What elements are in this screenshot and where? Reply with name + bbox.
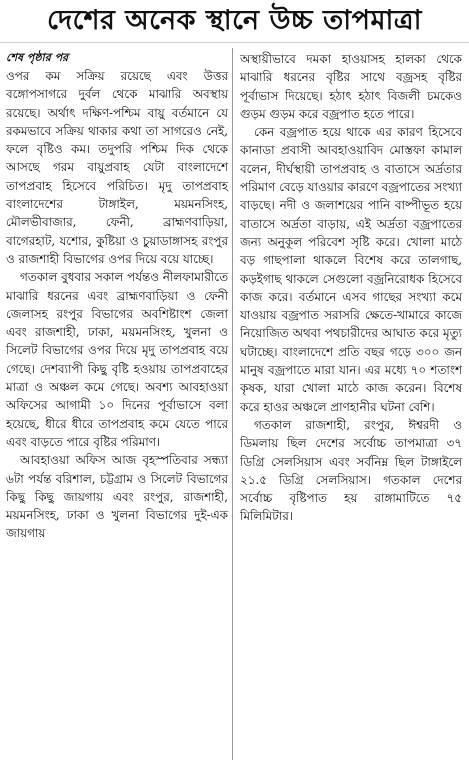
article-column-left [6, 50, 228, 543]
paragraph: অস্থায়ীভাবে দমকা হাওয়াসহ হালকা থেকে মাঝারি ধরনের বৃষ্টির সাথে বজ্রসহ বৃষ্টির পূর্বাভাস দিয়েছে। হঠাৎ হঠাৎ বিজলী চমকেও গুড়ম গুড়ম করে বজ্রপাত হতে পারে। [240, 52, 462, 121]
headline: দেশের অনেক স্থানে উচ্চ তাপমাত্রা [0, 0, 469, 43]
paragraph: আবহাওয়া অফিস আজ বৃহস্পতিবার সন্ধ্যা ৬টা পর্যন্ত বরিশাল, চট্টগ্রাম ও সিলেট বিভাগের কিছু কিছু জায়গায় এবং রংপুর, রাজশাহী, ময়মনসিংহ, ঢাকা ও খুলনা বিভাগের দুই-এক জায়গায় [6, 453, 228, 541]
continued-label: শেষ পৃষ্ঠার পর [6, 51, 69, 64]
article-column-right [240, 50, 462, 526]
column-divider [232, 48, 233, 760]
paragraph: ওপর কম সক্রিয় রয়েছে এবং উত্তর বঙ্গোপসাগরে দুর্বল থেকে মাঝারি অবস্থায় রয়েছে। অর্থাৎ দক্ষিণ-পশ্চিম বায়ু বর্তমানে যে রকমভাবে সক্রিয় থাকার কথা তা সাগরেও নেই, ফলে বৃষ্টিও কম। তদুপরি পশ্চিম দিক থেকে আসছে গরম বায়ুপ্রবাহ যেটা বাংলাদেশে তাপপ্রবাহ হিসেবে পরিচিত। মৃদু তাপপ্রবাহ বাংলাদেশের টাঙ্গাইল, ময়মনসিংহ, মৌলভীবাজার, ফেনী, ব্রাহ্মণবাড়িয়া, বাগেরহাট, যশোর, কুষ্টিয়া ও চুয়াডাঙ্গাসহ রংপুর ও রাজশাহী বিভাগের ওপর দিয়ে বয়ে যাচ্ছে। [6, 69, 228, 266]
paragraph: গতকাল বুধবার সকাল পর্যন্তও নীলফামারীতে মাঝারি ধরনের এবং ব্রাহ্মণবাড়িয়া ও ফেনী জেলাসহ রংপুর বিভাগের অবশিষ্টাংশ জেলা এবং রাজশাহী, ঢাকা, ময়মনসিংহ, খুলনা ও সিলেট বিভাগের ওপর দিয়ে মৃদু তাপপ্রবাহ বয়ে গেছে। দেশব্যাপী কিছু বৃষ্টি হওয়ায় তাপপ্রবাহের মাত্রা ও অঞ্চল কমে গেছে। অবশ্য আবহাওয়া অফিসের আগামী ১০ দিনের পূর্বাভাসে বলা হয়েছে, ধীরে ধীরে তাপপ্রবাহ কমে যেতে পারে এবং বাড়তে পারে বৃষ্টির পরিমাণ। [6, 270, 228, 449]
paragraph: কেন বজ্রপাত হয়ে থাকে এর কারণ হিসেবে কানাডা প্রবাসী আবহাওয়াবিদ মোস্তফা কামাল বলেন, দীর্ঘস্থায়ী তাপপ্রবাহ ও বাতাসে অর্দ্রতার পরিমাণ বেড়ে যাওয়ার কারণে বজ্রপাতের সংখ্যা বাড়ছে। নদী ও জলাশয়ের পানি বাষ্পীভূত হয়ে বাতাসে অর্দ্রতা বাড়ায়, এই অর্দ্রতা বজ্রপাতের জন্য অনুকূল পরিবেশ সৃষ্টি করে। খোলা মাঠে বড় গাছপালা থাকলে বিশেষ করে তালগাছ, কড়ইগাছ থাকলে সেগুলো বজ্রনিরোধক হিসেবে কাজ করে। বর্তমানে এসব গাছের সংখ্যা কমে যাওয়ায় বজ্রপাত সরাসরি ক্ষেতে-খামারে কাজে নিয়োজিত অথবা পথচারীদের আঘাত করে মৃত্যু ঘটাচ্ছে। বাংলাদেশে প্রতি বছর গড়ে ৩০০ জন মানুষ বজ্রপাতে মারা যান। এর মধ্যে ৭০ শতাংশ কৃষক, যারা খোলা মাঠে কাজ করেন। বিশেষ করে হাওর অঞ্চলে প্রাণহানীর ঘটনা বেশি। [240, 125, 462, 414]
paragraph: গতকাল রাজশাহী, রংপুর, ঈশ্বরদী ও ডিমলায় ছিল দেশের সর্বোচ্চ তাপমাত্রা ৩৭ ডিগ্রি সেলসিয়াস এবং সর্বনিম্ন ছিল টাঙ্গাইলে ২১.৫ ডিগ্রি সেলসিয়াস। গতকাল দেশের সর্বোচ্চ বৃষ্টিপাত হয় রাঙ্গামাটিতে ৭৫ মিলিমিটার। [240, 417, 462, 524]
